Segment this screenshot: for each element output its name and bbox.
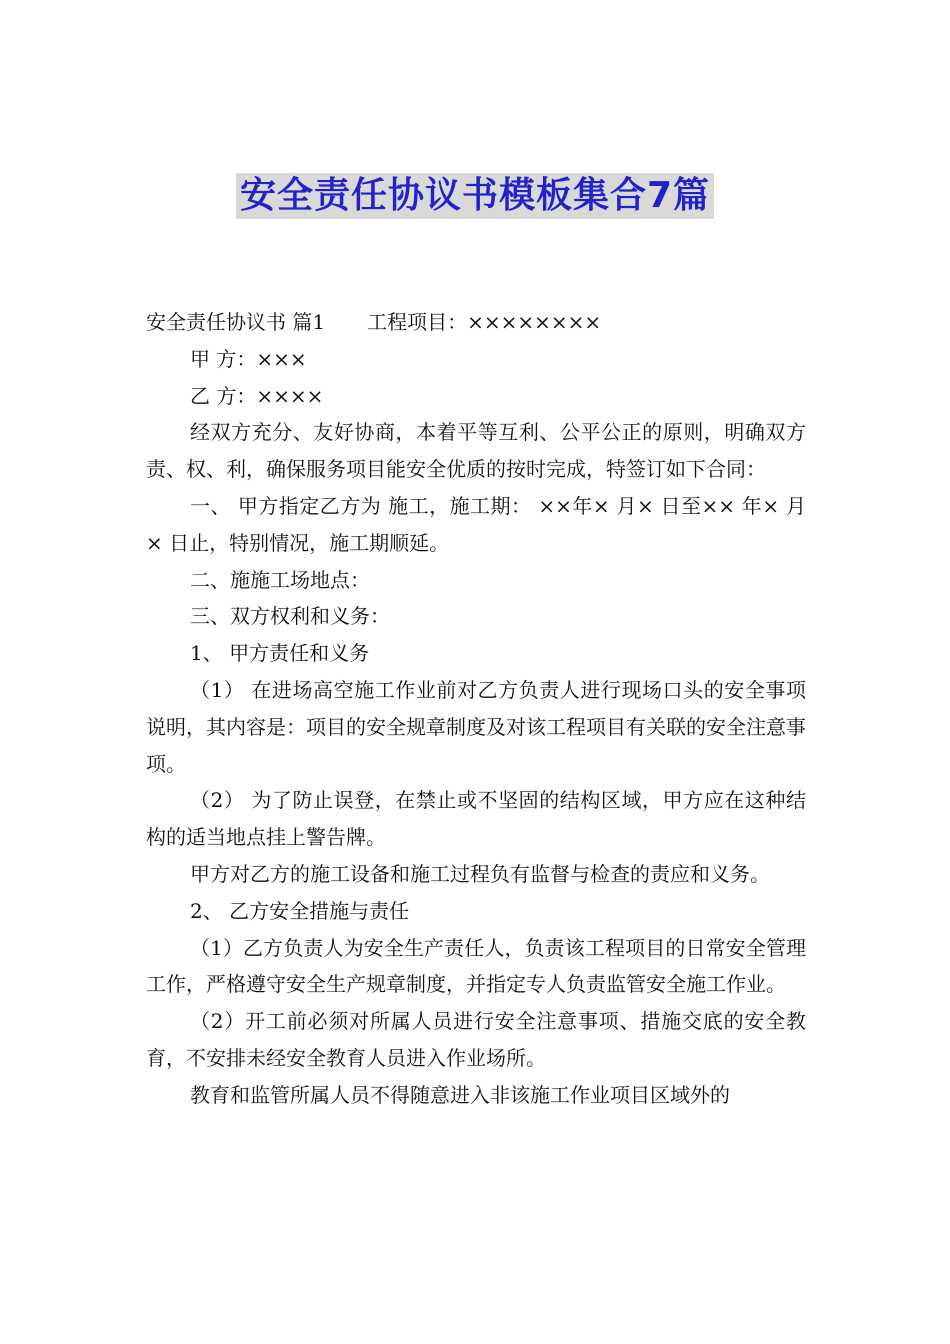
party-b-line: 乙 方：×××× (190, 383, 324, 408)
party-a-duties-heading: 1、 甲方责任和义务 (190, 641, 370, 666)
first-line (146, 304, 806, 341)
document-body (146, 304, 806, 1114)
section-heading: 安全责任协议书 篇1 (146, 310, 326, 334)
document-title: 安全责任协议书模板集合7篇 (236, 173, 714, 219)
party-b-duty-2: （2）开工前必须对所属人员进行安全注意事项、措施交底的安全教育，不安排未经安全教育人员进入作业场所。 (146, 1009, 806, 1070)
clause-three: 三、双方权利和义务： (190, 604, 390, 629)
party-a-line: 甲 方：××× (190, 346, 307, 371)
party-b-duty-3: 教育和监管所属人员不得随意进入非该施工作业项目区域外的 (190, 1082, 730, 1107)
party-a-duty-3: 甲方对乙方的施工设备和施工过程负有监督与检查的责应和义务。 (190, 861, 770, 886)
party-b-duties-heading: 2、 乙方安全措施与责任 (190, 898, 410, 923)
party-a-duty-1: （1） 在进场高空施工作业前对乙方负责人进行现场口头的安全事项说明，其内容是：项目的安全规章制度及对该工程项目有关联的安全注意事项。 (146, 677, 806, 776)
party-b-duty-1: （1）乙方负责人为安全生产责任人，负责该工程项目的日常安全管理工作，严格遵守安全生产规章制度，并指定专人负责监管安全施工作业。 (146, 935, 806, 997)
clause-two: 二、施施工场地点： (190, 567, 370, 592)
intro-paragraph: 经双方充分、友好协商，本着平等互利、公平公正的原则，明确双方责、权、利，确保服务项目能安全优质的按时完成，特签订如下合同： (146, 420, 806, 482)
project-line: 工程项目：×××××××× (367, 310, 602, 334)
title-wrapper (0, 173, 950, 219)
clause-one: 一、 甲方指定乙方为 施工，施工期： ××年× 月× 日至×× 年× 月× 日止，特别情况，施工期顺延。 (146, 493, 806, 555)
party-a-duty-2: （2） 为了防止误登，在禁止或不坚固的结构区域，甲方应在这种结构的适当地点挂上警告牌。 (146, 788, 806, 850)
